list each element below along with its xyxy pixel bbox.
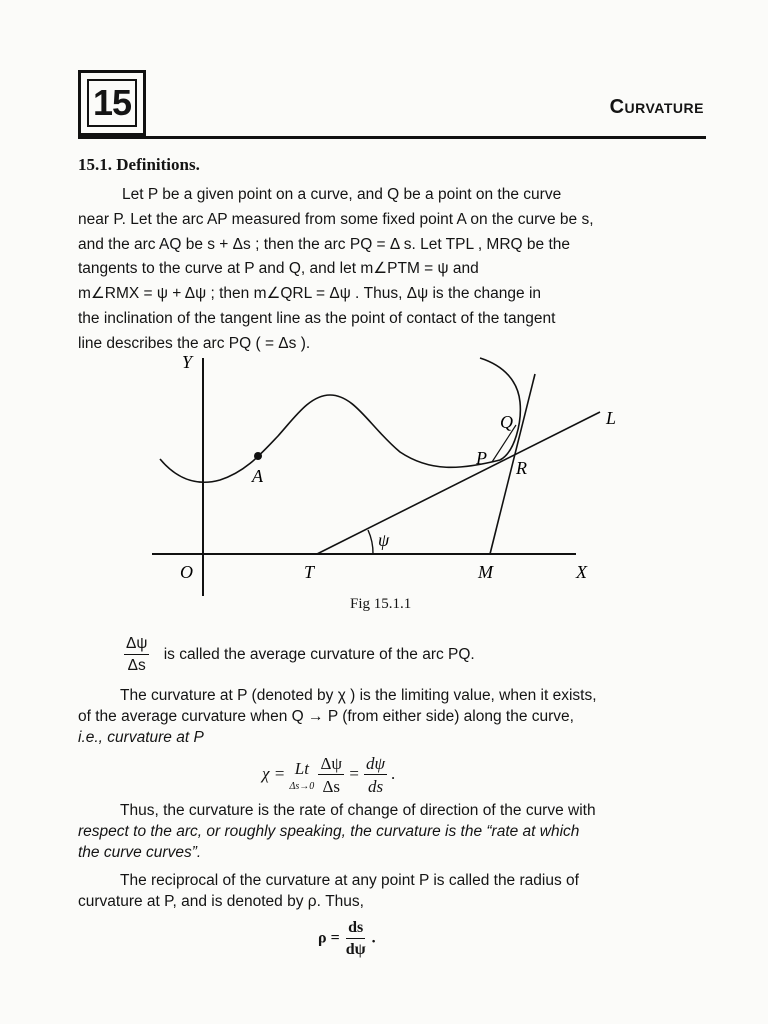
label-r: R [516,458,527,478]
label-x: X [576,562,587,582]
eq2-den: dψ [345,941,366,958]
eq2-num: ds [346,920,365,939]
eq-limit-sub: Δs→0 [289,780,315,792]
intro-line: tangents to the curve at P and Q, and let m∠PTM = ψ and [78,260,479,278]
intro-line: Let P be a given point on a curve, and Q be a point on the curve [122,186,562,203]
curve-upper-branch [480,358,520,460]
curvature-equation [262,755,396,795]
label-o: O [180,562,193,582]
intro-line: line describes the arc PQ ( = Δs ). [78,334,311,352]
tangent-tpl [317,412,600,554]
eq2-fraction [344,920,368,958]
eq-lhs: χ = [262,763,286,783]
label-q: Q [500,412,513,432]
eq-fraction-1 [318,755,344,795]
figure-caption: Fig 15.1.1 [350,596,412,612]
label-y: Y [182,352,193,372]
label-t: T [304,562,315,582]
eq-frac1-num: Δψ [320,754,343,773]
reciprocal-line: The reciprocal of the curvature at any point P is called the radius of [120,872,579,889]
eq-end: . [391,763,396,783]
eq-fraction-2 [364,755,387,795]
label-m: M [478,562,493,582]
eq-frac2-den: ds [368,777,384,796]
intro-line: m∠RMX = ψ + Δψ ; then m∠QRL = Δψ . Thus, Δψ is the change in [78,285,542,303]
eq-frac2-num: dψ [366,754,386,773]
eq-limit [289,759,314,792]
thus-line: respect to the arc, or roughly speaking, the curvature is the “rate at which [78,823,580,840]
chapter-number: 15 [87,79,137,127]
eq-limit-text: Lt [294,758,309,778]
intro-paragraph [78,183,704,357]
label-l: L [606,408,617,428]
frac-numerator: Δψ [124,636,149,655]
thus-line: the curve curves”. [78,844,202,861]
average-curvature-line [124,636,475,673]
intro-line: near P. Let the arc AP measured from some fixed point A on the curve be s, [78,210,594,228]
intro-line: the inclination of the tangent line as the point of contact of the tangent [78,309,556,327]
eq-equals: = [348,763,360,783]
chapter-title: Curvature [609,96,704,118]
angle-arc [368,530,373,554]
reciprocal-line: curvature at P, and is denoted by ρ. Thus, [78,893,364,910]
average-curvature-fraction [124,636,149,673]
header-rule [78,136,706,139]
thus-paragraph [78,800,704,863]
curvature-def-line: The curvature at P (denoted by χ ) is the limiting value, when it exists, [120,687,597,704]
label-psi: ψ [378,530,390,550]
eq2-end: . [371,929,376,947]
curvature-def-line: i.e., curvature at P [78,729,204,746]
intro-line: and the arc AQ be s + Δs ; then the arc PQ = Δ s. Let TPL , MRQ be the [78,235,570,253]
eq2-lhs: ρ = [318,929,340,947]
point-a-dot [254,452,262,460]
thus-line: Thus, the curvature is the rate of change of direction of the curve with [120,802,596,819]
reciprocal-paragraph [78,870,704,912]
chapter-number-box [78,70,146,136]
eq-frac1-den: Δs [322,777,341,796]
section-heading: 15.1. Definitions. [78,155,200,174]
frac-denominator: Δs [127,656,146,674]
curvature-figure [150,352,630,602]
average-curvature-text: is called the average curvature of the arc PQ. [163,645,475,663]
radius-equation [318,920,376,958]
curve [160,395,500,482]
curvature-def-line: of the average curvature when Q → P (from either side) along the curve, [78,708,574,725]
label-p: P [476,448,487,468]
label-a: A [252,466,263,486]
curvature-definition-paragraph [78,685,704,748]
